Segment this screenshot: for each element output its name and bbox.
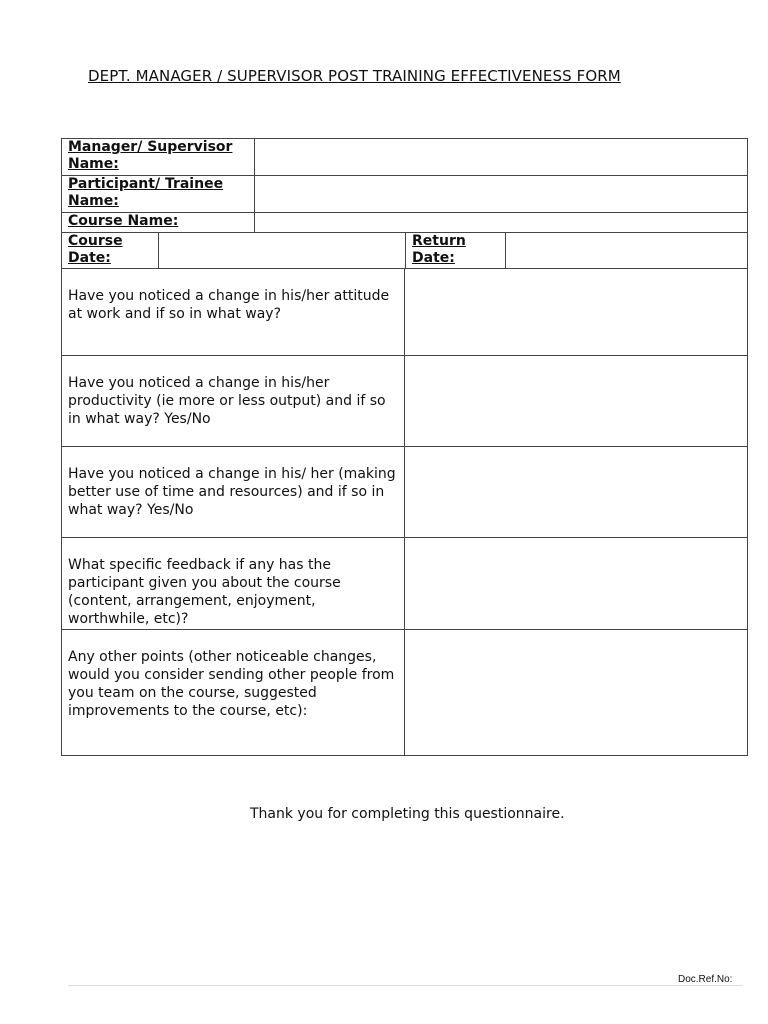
questions-table xyxy=(61,268,748,756)
answer-field[interactable] xyxy=(405,269,748,356)
answer-field[interactable] xyxy=(405,356,748,447)
participant-label-cell xyxy=(62,176,255,213)
manager-name-field[interactable] xyxy=(255,139,748,176)
course-name-label-cell xyxy=(62,213,255,233)
question-row xyxy=(62,447,748,538)
doc-ref-label: Doc.Ref.No: xyxy=(678,974,733,985)
thank-you-note: Thank you for completing this questionnaire. xyxy=(250,806,565,822)
course-name-field[interactable] xyxy=(255,213,748,233)
question-text: Have you noticed a change in his/ her (making better use of time and resources) and if so in what way? Yes/No xyxy=(62,447,405,538)
return-date-label: Return Date: xyxy=(412,233,466,266)
question-text: Have you noticed a change in his/her productivity (ie more or less output) and if so in what way? Yes/No xyxy=(62,356,405,447)
question-row xyxy=(62,630,748,756)
manager-label: Manager/ Supervisor Name: xyxy=(68,139,233,172)
course-date-label: Course Date: xyxy=(68,233,123,266)
participant-label: Participant/ Trainee Name: xyxy=(68,176,224,209)
question-text: What specific feedback if any has the participant given you about the course (content, arrangement, enjoyment, worthwhile, etc)? xyxy=(62,538,405,630)
participant-name-field[interactable] xyxy=(255,176,748,213)
form-title: DEPT. MANAGER / SUPERVISOR POST TRAINING EFFECTIVENESS FORM xyxy=(88,67,621,85)
question-row xyxy=(62,356,748,447)
return-date-field[interactable] xyxy=(506,233,748,269)
footer-divider xyxy=(68,985,743,986)
return-date-label-cell xyxy=(406,233,506,269)
course-date-field[interactable] xyxy=(159,233,406,269)
answer-field[interactable] xyxy=(405,538,748,630)
question-text: Any other points (other noticeable changes, would you consider sending other people from you team on the course, suggested improvements to the course, etc): xyxy=(62,630,405,756)
question-text: Have you noticed a change in his/her attitude at work and if so in what way? xyxy=(62,269,405,356)
course-date-label-cell xyxy=(62,233,159,269)
answer-field[interactable] xyxy=(405,447,748,538)
manager-label-cell xyxy=(62,139,255,176)
answer-field[interactable] xyxy=(405,630,748,756)
details-table xyxy=(61,138,748,269)
question-row xyxy=(62,538,748,630)
course-name-label: Course Name: xyxy=(68,213,179,229)
question-row xyxy=(62,269,748,356)
